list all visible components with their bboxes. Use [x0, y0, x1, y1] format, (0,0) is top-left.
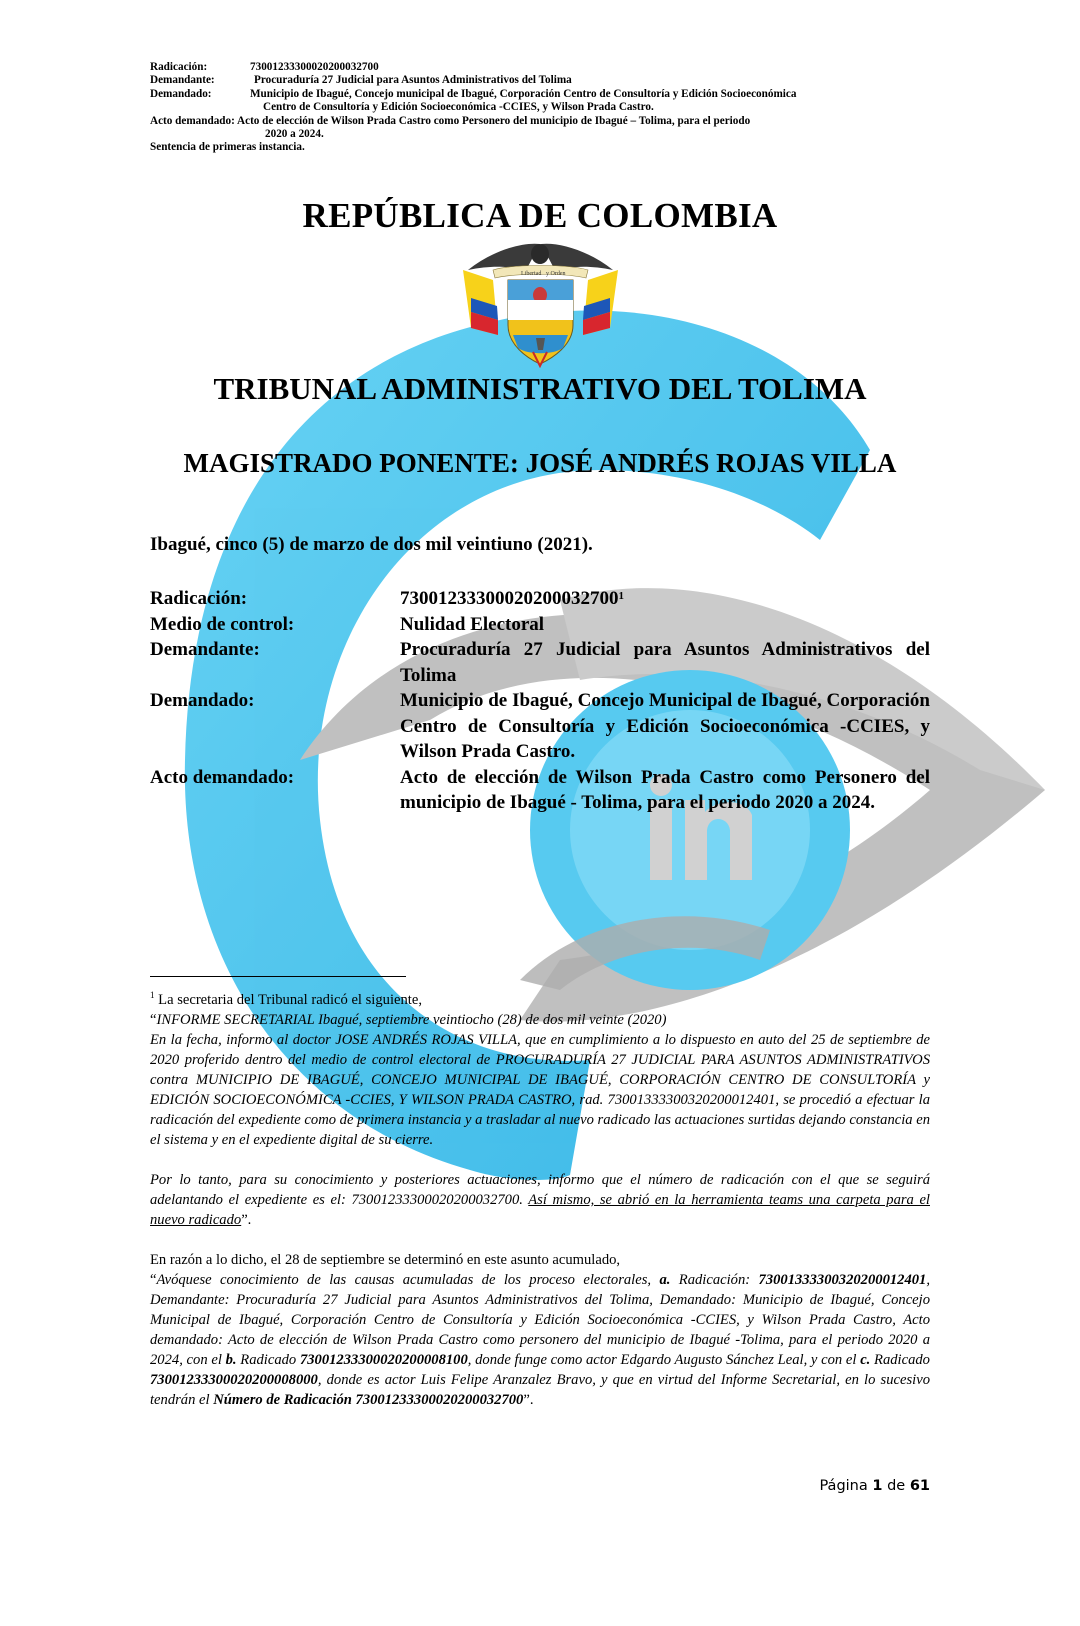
case-header [150, 61, 930, 155]
header-demandado-value: Municipio de Ibagué, Concejo municipal de Ibagué, Corporación Centro de Consultoría y Edición Socioeconómica [250, 87, 797, 100]
case-fields [150, 586, 930, 816]
header-radicacion-label: Radicación: [150, 61, 208, 73]
auto-text: , Demandante: Procuraduría 27 Judicial para Asuntos Administrativos del Tolima, Demandado: Municipio de Ibagué, Concejo Municipal de Ibagué, Corporación Centro de Consultoría y Edición Socioeconómica -CCIES, y Wilson Prada Castro, Acto demandado: Acto de elección de Wilson Prada Castro como personero del municipio de Ibagué -Tolima, para el periodo 2020 a 2024, con el [150, 1271, 930, 1368]
header-demandante-value: Procuraduría 27 Judicial para Asuntos Administrativos del Tolima [254, 74, 572, 87]
field-value-demandado: Municipio de Ibagué, Concejo Municipal de Ibagué, Corporación Centro de Consultoría y Edición Socioeconómica -CCIES, y Wilson Prada Castro. [400, 690, 930, 762]
auto-text: Radicado [870, 1351, 930, 1368]
informe-closing [150, 1170, 930, 1230]
colombia-coat-of-arms-icon [453, 240, 628, 368]
footnote-ref-1[interactable]: 1 [618, 590, 624, 602]
footnote-separator [150, 976, 406, 977]
field-row-acto [150, 765, 930, 816]
field-label: Demandante: [150, 639, 260, 660]
pager-total: 61 [909, 1478, 930, 1494]
header-acto-line: Acto demandado: Acto de elección de Wilson Prada Castro como Personero del municipio de Ibagué – Tolima, para el periodo [150, 114, 751, 127]
acumulado-intro: En razón a lo dicho, el 28 de septiembre se determinó en este asunto acumulado, [150, 1251, 621, 1268]
auto-quote [150, 1270, 930, 1410]
auto-numero-radicacion: Número de Radicación 73001233300020200032700 [213, 1391, 524, 1408]
field-value-demandante: Procuraduría 27 Judicial para Asuntos Administrativos del Tolima [400, 639, 930, 686]
quote-close: ”. [241, 1211, 252, 1228]
quote-open: “ [150, 1011, 157, 1028]
footnote-intro [150, 985, 930, 1010]
field-row-radicacion [150, 586, 930, 612]
field-row-demandado [150, 688, 930, 765]
crest-motto-1: Libertad [521, 271, 542, 277]
footnote-1 [150, 985, 930, 1410]
tribunal-title: TRIBUNAL ADMINISTRATIVO DEL TOLIMA [213, 371, 867, 406]
field-label: Demandado: [150, 690, 255, 711]
pager-current: 1 [872, 1478, 883, 1494]
informe-closing-text: Por lo tanto, para su conocimiento y posteriores actuaciones, informo que el número de radicación con el que se seguirá adelantando el expediente es el: 73001233300020200032700. [150, 1171, 930, 1208]
auto-text: Radicación: [670, 1271, 759, 1288]
dateline: Ibagué, cinco (5) de marzo de dos mil veintiuno (2021). [150, 534, 593, 555]
header-sentencia: Sentencia de primeras instancia. [150, 141, 305, 154]
informe-title [150, 1010, 930, 1030]
republic-title: REPÚBLICA DE COLOMBIA [302, 196, 778, 235]
auto-quote-open: “ [150, 1271, 157, 1288]
header-acto-continuation: 2020 a 2024. [265, 128, 324, 141]
auto-radicado-c: 73001233300020200008000 [150, 1371, 318, 1388]
field-label: Radicación: [150, 588, 248, 609]
magistrado-title: MAGISTRADO PONENTE: JOSÉ ANDRÉS ROJAS VILLA [183, 448, 897, 478]
footnote-marker: 1 [150, 990, 155, 1000]
informe-underlined-text: Así mismo, se abrió en la herramienta teams una carpeta para el nuevo radicado [150, 1191, 930, 1228]
field-label: Medio de control: [150, 613, 295, 635]
field-label: Acto demandado: [150, 766, 295, 788]
header-radicacion-value: 73001233300020200032700 [250, 61, 379, 73]
auto-radicado-a: 73001333300320200012401 [758, 1271, 927, 1288]
page-number [819, 1478, 930, 1494]
informe-title-text: INFORME SECRETARIAL Ibagué, septiembre veintiocho (28) de dos mil veinte (2020) [156, 1011, 667, 1028]
field-value-acto: Acto de elección de Wilson Prada Castro como Personero del municipio de Ibagué - Tolima, para el periodo 2020 a 2024. [400, 766, 930, 813]
auto-item-c: c. [860, 1351, 871, 1368]
auto-item-a: a. [659, 1271, 671, 1288]
footnote-intro-text: La secretaria del Tribunal radicó el siguiente, [154, 991, 422, 1008]
auto-text: Radicado [236, 1351, 300, 1368]
auto-text: , donde es actor Luis Felipe Aranzalez Bravo, y que en virtud del Informe Secretarial, en lo sucesivo tendrán el [150, 1371, 930, 1408]
auto-text: , donde funge como actor Edgardo Augusto Sánchez Leal, y con el [467, 1351, 861, 1368]
auto-text: Avóquese conocimiento de las causas acumuladas de los proceso electorales, [156, 1271, 660, 1288]
header-demandado-label: Demandado: [150, 87, 212, 100]
header-demandado-continuation: Centro de Consultoría y Edición Socioeconómica -CCIES, y Wilson Prada Castro. [263, 101, 654, 114]
header-demandante-label: Demandante: [150, 74, 215, 87]
informe-body: En la fecha, informo al doctor JOSE ANDRÉS ROJAS VILLA, que en cumplimiento a lo dispuesto en auto del 25 de septiembre de 2020 proferido dentro del medio de control electoral de PROCURADURÍA 27 JUDICIAL PARA ASUNTOS ADMINISTRATIVOS contra MUNICIPIO DE IBAGUÉ, CONCEJO MUNICIPAL DE IBAGUÉ, CORPORACIÓN CENTRO DE CONSULTORÍA y EDICIÓN SOCIOECONÓMICA -CCIES, Y WILSON PRADA CASTRO, rad. 73001333300320200012401, se procedió a efectuar la radicación del expediente como de primera instancia y a trasladar al nuevo radicado las actuaciones surtidas dejando constancia en el sistema y en el expediente digital de su cierre. [150, 1031, 930, 1148]
field-row-demandante [150, 637, 930, 688]
field-value-medio: Nulidad Electoral [400, 613, 545, 635]
auto-item-b: b. [225, 1351, 237, 1368]
pager-label: Página [819, 1478, 868, 1494]
field-row-medio [150, 612, 930, 638]
pager-de: de [887, 1478, 906, 1494]
auto-radicado-b: 73001233300020200008100 [299, 1351, 468, 1368]
field-value-radicacion: 73001233300020200032700 [400, 588, 619, 609]
crest-motto-2: y Orden [546, 271, 566, 277]
auto-quote-close: ”. [523, 1391, 534, 1408]
